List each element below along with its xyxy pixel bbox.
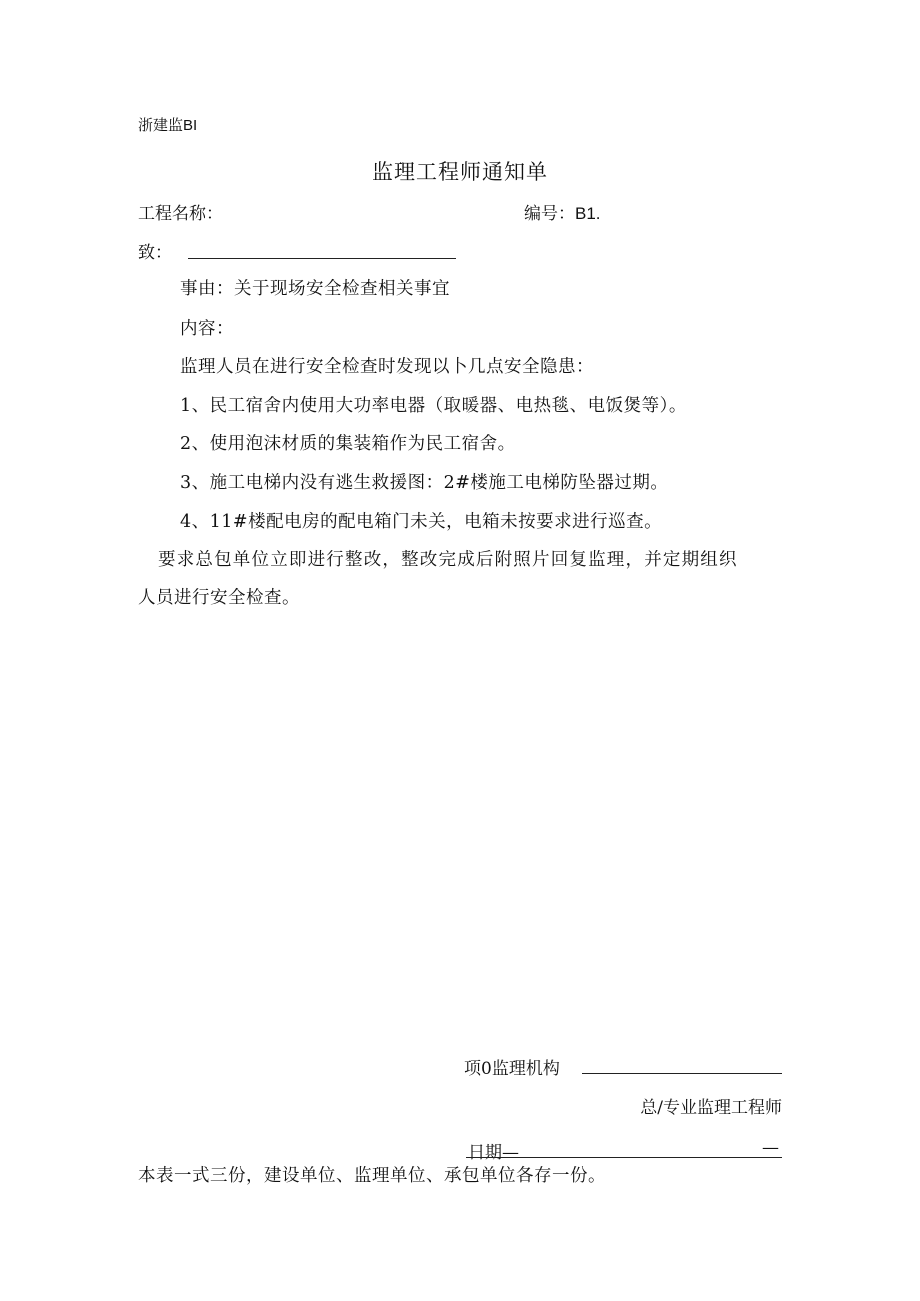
requirement-paragraph-line-2: 人员进行安全检查。 xyxy=(138,588,300,608)
document-title: 监理工程师通知单 xyxy=(372,161,548,184)
date-label: 日期— xyxy=(468,1143,519,1163)
requirement-paragraph-line-1: 要求总包单位立即进行整改，整改完成后附照片回复监理，并定期组织 xyxy=(158,550,738,570)
supervision-org-label: 项0监理机构 xyxy=(464,1059,560,1079)
serial-number-label: 编号：B1. xyxy=(524,204,601,223)
hazard-item-3: 3、施工电梯内没有逃生救援图：2#楼施工电梯防坠器过期。 xyxy=(180,473,669,493)
intro-paragraph: 监理人员在进行安全检查时发现以卜几点安全隐患： xyxy=(180,357,594,377)
date-blank-line xyxy=(466,1157,782,1158)
engineer-label: 总/专业监理工程师 xyxy=(640,1098,782,1118)
recipient-blank-line xyxy=(188,258,456,259)
supervision-org-blank-line xyxy=(582,1073,782,1074)
hazard-item-1: 1、民工宿舍内使用大功率电器（取暖器、电热毯、电饭煲等）。 xyxy=(180,396,687,416)
subject-line: 事由：关于现场安全检查相关事宜 xyxy=(180,279,450,299)
hazard-item-2: 2、使用泡沫材质的集装箱作为民工宿舍。 xyxy=(180,434,516,454)
date-trailing-dash: — xyxy=(762,1138,779,1158)
project-name-label: 工程名称： xyxy=(138,204,223,223)
content-label: 内容： xyxy=(180,319,234,339)
form-code: 浙建监BI xyxy=(138,117,198,134)
copies-footnote: 本表一式三份，建设单位、监理单位、承包单位各存一份。 xyxy=(138,1166,606,1186)
hazard-item-4: 4、11#楼配电房的配电箱门未关，电箱未按要求进行巡查。 xyxy=(180,512,663,532)
recipient-label: 致： xyxy=(138,243,172,262)
